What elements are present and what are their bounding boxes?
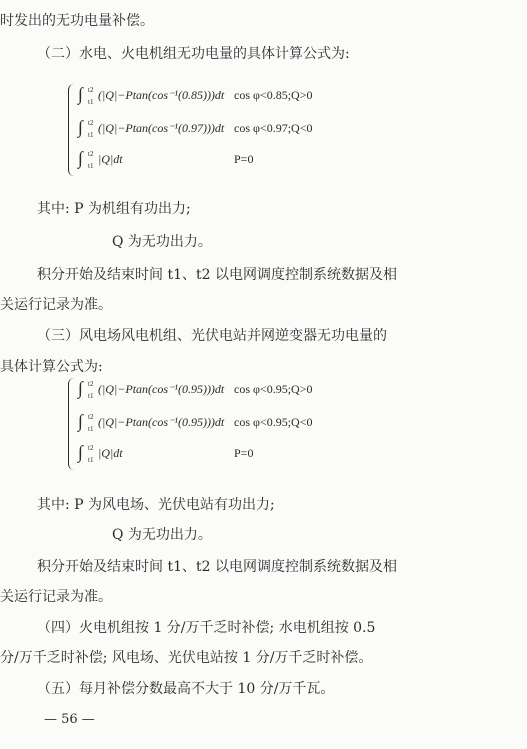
left-brace — [68, 84, 75, 176]
formula-condition: cos φ<0.95;Q>0 — [234, 382, 313, 396]
paragraph-line: 积分开始及结束时间 t1、t2 以电网调度控制系统数据及相 — [37, 267, 397, 283]
formula-row — [78, 413, 368, 433]
integral-sign: ∫ — [78, 117, 83, 137]
left-brace — [68, 378, 75, 470]
formula-row — [78, 119, 368, 139]
paragraph-line: Q 为无功出力。 — [112, 234, 212, 250]
page-number: — 56 — — [44, 712, 95, 727]
integral-sign: ∫ — [78, 411, 83, 431]
section-heading-5: （五）每月补偿分数最高不大于 10 分/万千瓦。 — [37, 681, 335, 697]
integral-sign: ∫ — [78, 84, 83, 104]
formula-row — [78, 150, 368, 170]
formula-row — [78, 444, 368, 464]
paragraph-line: 积分开始及结束时间 t1、t2 以电网调度控制系统数据及相 — [37, 559, 397, 575]
integral-limits: t2 t1 — [88, 150, 94, 170]
paragraph-line: 其中: P 为风电场、光伏电站有功出力; — [37, 497, 275, 513]
integral-sign: ∫ — [78, 442, 83, 462]
paragraph-line: Q 为无功出力。 — [112, 527, 212, 543]
formula-expression: (|Q|−Ptan(cos⁻¹(0.97)))dt — [98, 121, 225, 135]
paragraph-line: 其中: P 为机组有功出力; — [37, 201, 191, 217]
integral-sign: ∫ — [78, 148, 83, 168]
integral-limits: t2 t1 — [88, 119, 94, 139]
paragraph-line: 分/万千乏时补偿; 风电场、光伏电站按 1 分/万千乏时补偿。 — [0, 650, 373, 666]
integral-limits: t2 t1 — [88, 413, 94, 433]
formula-expression: (|Q|−Ptan(cos⁻¹(0.95)))dt — [98, 382, 225, 396]
integral-sign: ∫ — [78, 378, 83, 398]
formula-expression: |Q|dt — [98, 152, 123, 166]
paragraph-line: 关运行记录为准。 — [0, 589, 112, 605]
formula-row — [78, 86, 368, 106]
paragraph-line: 具体计算公式为: — [0, 359, 103, 375]
integral-limits: t2 t1 — [88, 444, 94, 464]
formula-expression: (|Q|−Ptan(cos⁻¹(0.95)))dt — [98, 415, 225, 429]
formula-condition: cos φ<0.85;Q>0 — [234, 88, 313, 102]
formula-condition: cos φ<0.97;Q<0 — [234, 121, 313, 135]
section-heading-4: （四）火电机组按 1 分/万千乏时补偿; 水电机组按 0.5 — [37, 620, 376, 636]
paragraph-line: 关运行记录为准。 — [0, 297, 112, 313]
formula-block-2 — [68, 378, 368, 470]
section-heading-2: （二）水电、火电机组无功电量的具体计算公式为: — [37, 46, 350, 62]
formula-row — [78, 380, 368, 400]
formula-block-1 — [68, 84, 368, 176]
formula-condition: P=0 — [234, 152, 254, 166]
integral-limits: t2 t1 — [88, 86, 94, 106]
integral-limits: t2 t1 — [88, 380, 94, 400]
formula-condition: cos φ<0.95;Q<0 — [234, 415, 313, 429]
paragraph-line: 时发出的无功电量补偿。 — [0, 13, 154, 29]
formula-condition: P=0 — [234, 446, 254, 460]
formula-expression: (|Q|−Ptan(cos⁻¹(0.85)))dt — [98, 88, 225, 102]
formula-expression: |Q|dt — [98, 446, 123, 460]
section-heading-3: （三）风电场风电机组、光伏电站并网逆变器无功电量的 — [37, 328, 387, 344]
